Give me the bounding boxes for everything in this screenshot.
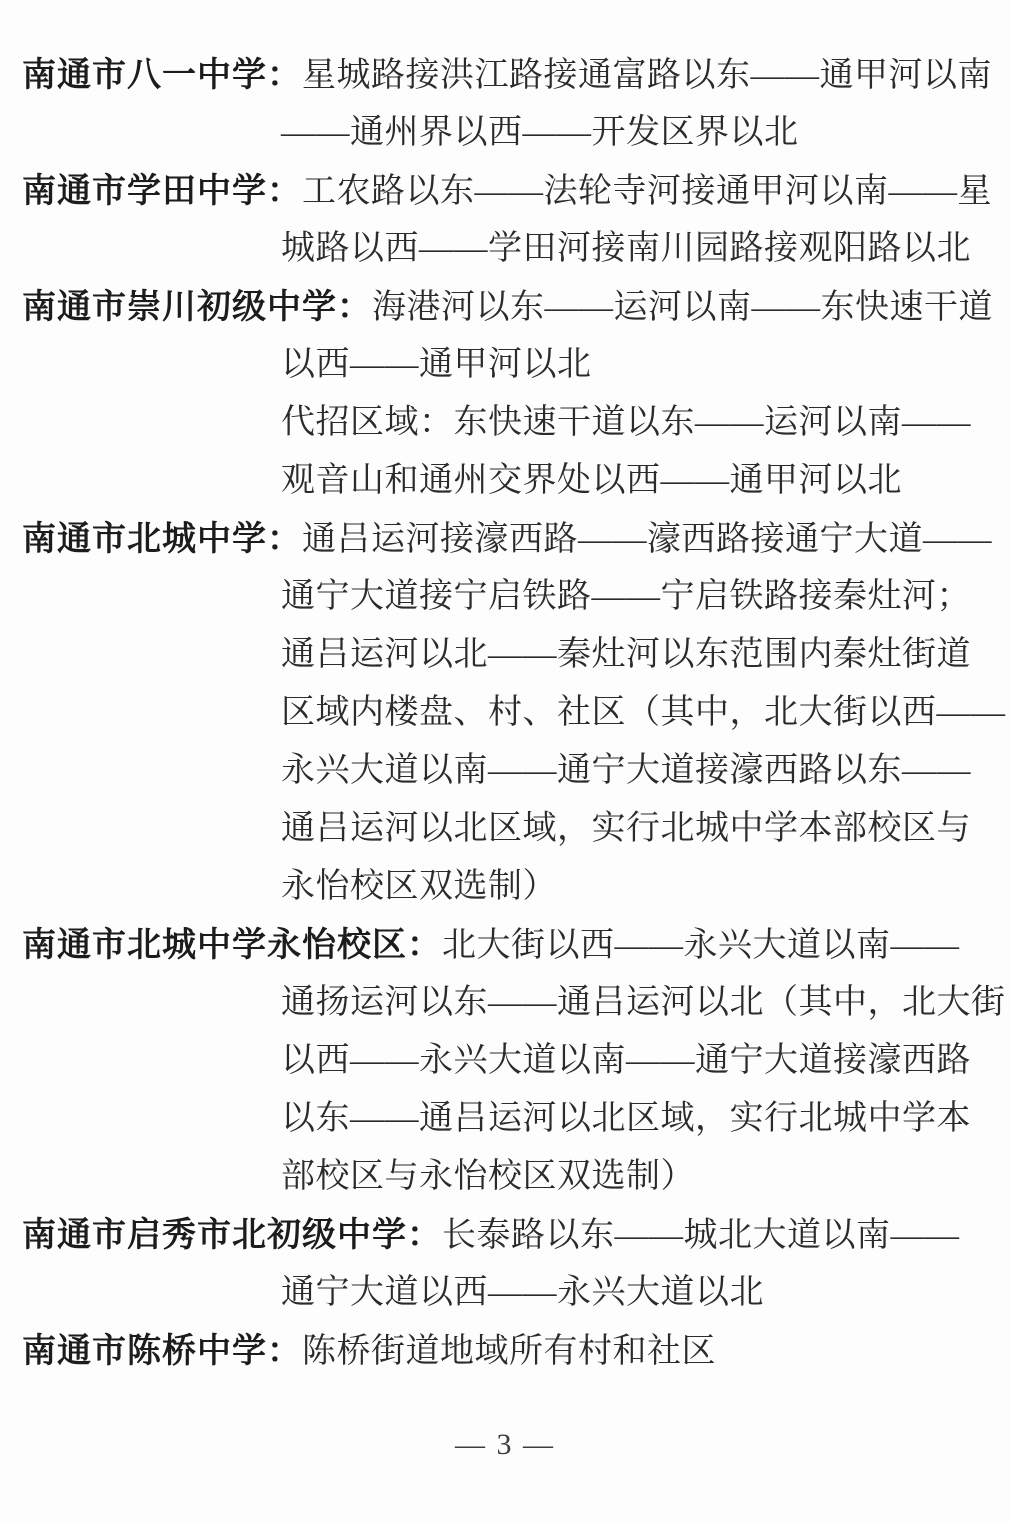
district-continuation-line xyxy=(0,684,1010,742)
district-boundary-text: 通扬运河以东——通吕运河以北（其中，北大街 xyxy=(281,984,1006,1021)
district-boundary-text: 陈桥街道地域所有村和社区 xyxy=(302,1333,716,1370)
district-boundary-text: 以西——通甲河以北 xyxy=(281,346,592,383)
school-name: 南通市八一中学： xyxy=(22,56,302,94)
school-name: 南通市陈桥中学： xyxy=(22,1332,302,1370)
district-boundary-text: 观音山和通州交界处以西——通甲河以北 xyxy=(281,462,902,499)
district-continuation-line xyxy=(0,1090,1010,1148)
district-boundary-text: 部校区与永怡校区双选制） xyxy=(281,1158,695,1195)
school-district-paragraph xyxy=(0,46,1010,162)
district-first-line xyxy=(0,510,1010,568)
district-continuation-line xyxy=(0,104,1010,162)
district-boundary-text: 北大街以西——永兴大道以南—— xyxy=(442,927,960,964)
district-boundary-text: 以东——通吕运河以北区域，实行北城中学本 xyxy=(281,1100,971,1137)
school-name: 南通市北城中学： xyxy=(22,520,302,558)
district-boundary-text: 通吕运河以北——秦灶河以东范围内秦灶街道 xyxy=(281,636,971,673)
district-boundary-text: 星城路接洪江路接通富路以东——通甲河以南 xyxy=(302,57,992,94)
district-continuation-line xyxy=(0,858,1010,916)
district-continuation-line xyxy=(0,1264,1010,1322)
school-district-paragraph xyxy=(0,278,1010,510)
district-first-line xyxy=(0,162,1010,220)
district-first-line xyxy=(0,1322,1010,1380)
district-boundary-text: 以西——永兴大道以南——通宁大道接濠西路 xyxy=(281,1042,971,1079)
school-district-paragraph xyxy=(0,1206,1010,1322)
district-boundary-text: 永兴大道以南——通宁大道接濠西路以东—— xyxy=(281,752,971,789)
district-boundary-text: 永怡校区双选制） xyxy=(281,868,557,905)
page-footer xyxy=(0,1428,1010,1462)
district-continuation-line xyxy=(0,800,1010,858)
district-first-line xyxy=(0,1206,1010,1264)
district-continuation-line xyxy=(0,974,1010,1032)
district-continuation-line xyxy=(0,1032,1010,1090)
district-first-line xyxy=(0,916,1010,974)
district-boundary-text: 通吕运河以北区域，实行北城中学本部校区与 xyxy=(281,810,971,847)
district-continuation-line xyxy=(0,568,1010,626)
district-boundary-text: 海港河以东——运河以南——东快速干道 xyxy=(372,289,993,326)
school-district-paragraph xyxy=(0,510,1010,916)
district-boundary-text: 长泰路以东——城北大道以南—— xyxy=(442,1217,960,1254)
district-continuation-line xyxy=(0,336,1010,394)
district-continuation-line xyxy=(0,626,1010,684)
school-name: 南通市北城中学永怡校区： xyxy=(22,926,442,964)
school-district-paragraph xyxy=(0,162,1010,278)
district-first-line xyxy=(0,46,1010,104)
district-continuation-line xyxy=(0,394,1010,452)
school-district-paragraph xyxy=(0,1322,1010,1380)
district-continuation-line xyxy=(0,220,1010,278)
district-continuation-line xyxy=(0,452,1010,510)
district-boundary-text: 区域内楼盘、村、社区（其中，北大街以西—— xyxy=(281,694,1006,731)
district-boundary-text: 通宁大道接宁启铁路——宁启铁路接秦灶河； xyxy=(281,578,971,615)
district-first-line xyxy=(0,278,1010,336)
district-boundary-text: 代招区域：东快速干道以东——运河以南—— xyxy=(281,404,971,441)
school-name: 南通市启秀市北初级中学： xyxy=(22,1216,442,1254)
district-continuation-line xyxy=(0,1148,1010,1206)
district-boundary-text: 工农路以东——法轮寺河接通甲河以南——星 xyxy=(302,173,992,210)
district-boundary-text: 城路以西——学田河接南川园路接观阳路以北 xyxy=(281,230,971,267)
district-boundary-text: 通宁大道以西——永兴大道以北 xyxy=(281,1274,764,1311)
district-boundary-text: ——通州界以西——开发区界以北 xyxy=(281,114,799,151)
school-name: 南通市学田中学： xyxy=(22,172,302,210)
district-boundary-text: 通吕运河接濠西路——濠西路接通宁大道—— xyxy=(302,521,992,558)
school-district-paragraph xyxy=(0,916,1010,1206)
page-number: — 3 — xyxy=(455,1428,555,1461)
district-continuation-line xyxy=(0,742,1010,800)
school-name: 南通市崇川初级中学： xyxy=(22,288,372,326)
